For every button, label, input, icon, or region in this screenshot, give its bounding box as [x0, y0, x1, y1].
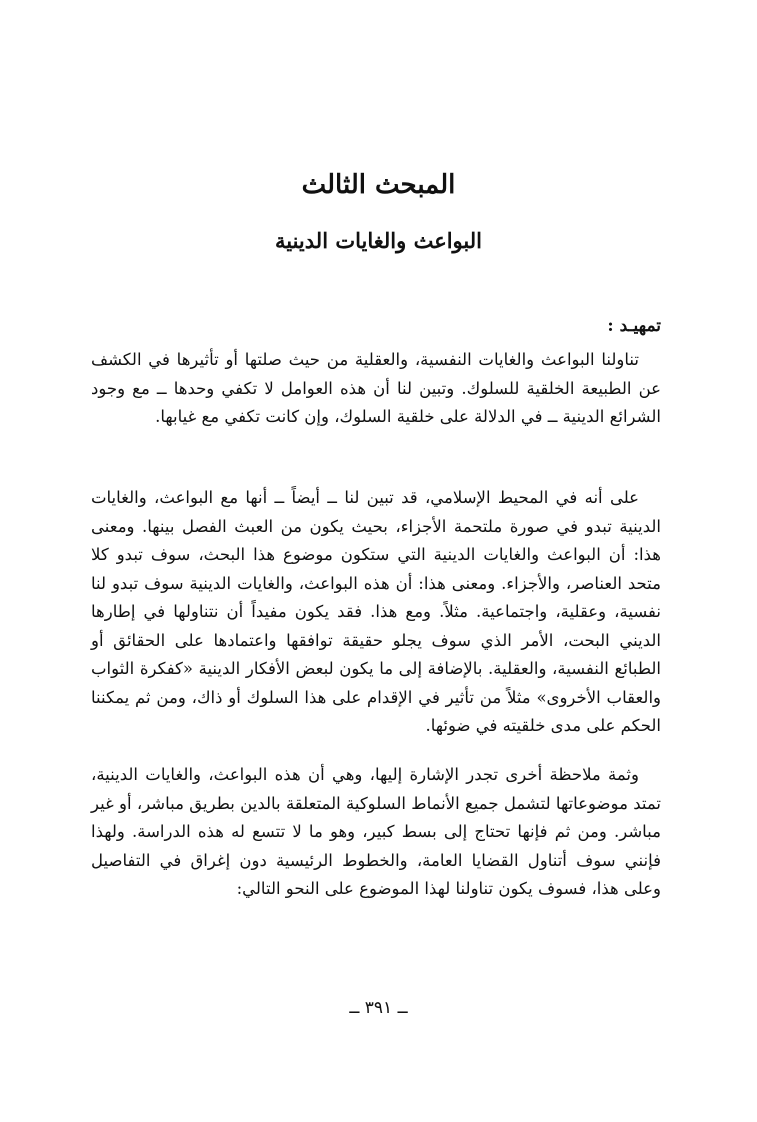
chapter-title: المبحث الثالث	[301, 170, 456, 200]
paragraph-1: تناولنا البواعث والغايات النفسية، والعقلية من حيث صلتها أو تأثيرها في الكشف عن الطبيعة الخلقية للسلوك. وتبين لنا أن هذه العوامل لا تكفي وحدها ــ مع وجود الشرائع الدينية ــ في الدلالة على خلقية السلوك، وإن كانت تكفي مع غيابها.	[91, 350, 661, 426]
paragraph-3: وثمة ملاحظة أخرى تجدر الإشارة إليها، وهي أن هذه البواعث، والغايات الدينية، تمتد موضوعاتها لتشمل جميع الأنماط السلوكية المتعلقة بالدين بطريق مباشر، أو غير مباشر. ومن ثم فإنها تحتاج إلى بسط كبير، وهو ما لا تتسع له هذه الدراسة. ولهذا فإنني سوف أتناول القضايا العامة، والخطوط الرئيسية دون إغراق في التفاصيل وعلى هذا، فسوف يكون تناولنا لهذا الموضوع على النحو التالي:	[91, 765, 661, 898]
paragraph-2: على أنه في المحيط الإسلامي، قد تبين لنا ــ أيضاً ــ أنها مع البواعث، والغايات الدينية تبدو في صورة ملتحمة الأجزاء، بحيث يكون من العبث الفصل بينها. ومعنى هذا: أن البواعث والغايات الدينية التي ستكون موضوع هذا البحث، سوف تبدو كلا متحد العناصر، والأجزاء. ومعنى هذا: أن هذه البواعث، والغايات الدينية سوف تبدو لنا نفسية، وعقلية، واجتماعية. مثلاً. ومع هذا. فقد يكون مفيداً أن نتناولها في إطارها الديني البحت، الأمر الذي سوف يجلو حقيقة توافقها واعتمادها على الحقائق أو الطبائع النفسية، والعقلية. بالإضافة إلى ما يكون لبعض الأفكار الدينية «كفكرة الثواب والعقاب الأخروى» مثلاً من تأثير في الإقدام على هذا السلوك أو ذاك، ومن ثم يمكننا الحكم على مدى خلقيته في ضوئها.	[91, 488, 661, 735]
page-number: ــ ٣٩١ ــ	[349, 998, 408, 1018]
section-title: البواعث والغايات الدينية	[275, 228, 482, 253]
intro-heading: تمهيـد :	[607, 316, 661, 336]
